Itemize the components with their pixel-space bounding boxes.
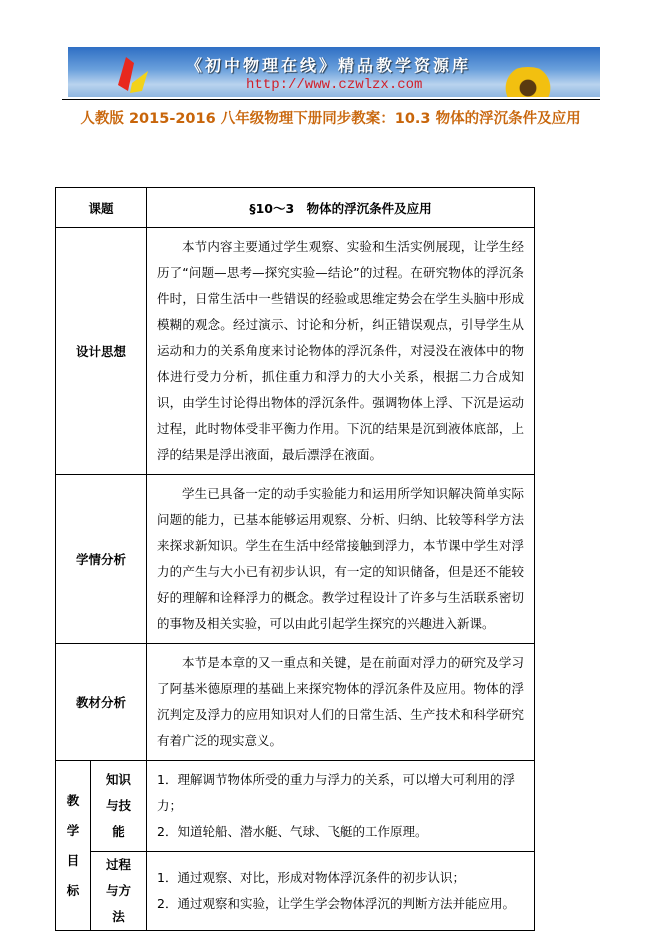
row-label: 设计思想: [56, 228, 147, 475]
goal-item: 1．通过观察、对比，形成对物体浮沉条件的初步认识；: [157, 870, 465, 885]
goal-items: [147, 761, 535, 852]
divider: [62, 99, 600, 100]
topic-value: §10～3 物体的浮沉条件及应用: [147, 188, 535, 228]
banner-url: http://www.czwlzx.com: [246, 77, 423, 93]
sunflower-image: [498, 67, 558, 97]
topic-row: [56, 188, 535, 228]
document-title: 人教版 2015-2016 八年级物理下册同步教案：10.3 物体的浮沉条件及应用: [80, 111, 581, 127]
header-banner: [68, 47, 600, 97]
topic-label: 课题: [56, 188, 147, 228]
goal-items: [147, 852, 535, 931]
lesson-plan-table: [55, 187, 535, 931]
goal-label: 过程与方法: [91, 852, 147, 931]
goal-row: [56, 761, 535, 852]
goals-label: 教学目标: [56, 761, 91, 931]
row-label: 教材分析: [56, 644, 147, 761]
row-text: 本节内容主要通过学生观察、实验和生活实例展现，让学生经历了“问题—思考—探究实验—结论”的过程。在研究物体的浮沉条件时，日常生活中一些错误的经验或思维定势会在学生头脑中形成模糊的观念。经过演示、讨论和分析，纠正错误观点，引导学生从运动和力的关系角度来讨论物体的浮沉条件，对浸没在液体中的物体进行受力分析，抓住重力和浮力的大小关系，根据二力合成知识，由学生讨论得出物体的浮沉条件。强调物体上浮、下沉是运动过程，此时物体受非平衡力作用。下沉的结果是沉到液体底部，上浮的结果是浮出液面，最后漂浮在液面。: [147, 228, 535, 475]
goal-item: 2．通过观察和实验，让学生学会物体浮沉的判断方法并能应用。: [157, 896, 515, 911]
table-row: [56, 644, 535, 761]
goal-row: [56, 852, 535, 931]
goal-label: 知识与技能: [91, 761, 147, 852]
goal-item: 2．知道轮船、潜水艇、气球、飞艇的工作原理。: [157, 824, 428, 839]
row-text: 本节是本章的又一重点和关键，是在前面对浮力的研究及学习了阿基米德原理的基础上来探究物体的浮沉条件及应用。物体的浮沉判定及浮力的应用知识对人们的日常生活、生产技术和科学研究有着广泛的现实意义。: [147, 644, 535, 761]
table-row: [56, 228, 535, 475]
goal-item: 1．理解调节物体所受的重力与浮力的关系，可以增大可利用的浮力；: [157, 772, 515, 813]
row-label: 学情分析: [56, 475, 147, 644]
logo-icon: [112, 55, 152, 95]
banner-title: 《初中物理在线》精品教学资源库: [186, 56, 472, 75]
table-row: [56, 475, 535, 644]
row-text: 学生已具备一定的动手实验能力和运用所学知识解决简单实际问题的能力，已基本能够运用观察、分析、归纳、比较等科学方法来探求新知识。学生在生活中经常接触到浮力，本节课中学生对浮力的产生与大小已有初步认识，有一定的知识储备，但是还不能较好的理解和诠释浮力的概念。教学过程设计了许多与生活联系密切的事物及相关实验，可以由此引起学生探究的兴趣进入新课。: [147, 475, 535, 644]
